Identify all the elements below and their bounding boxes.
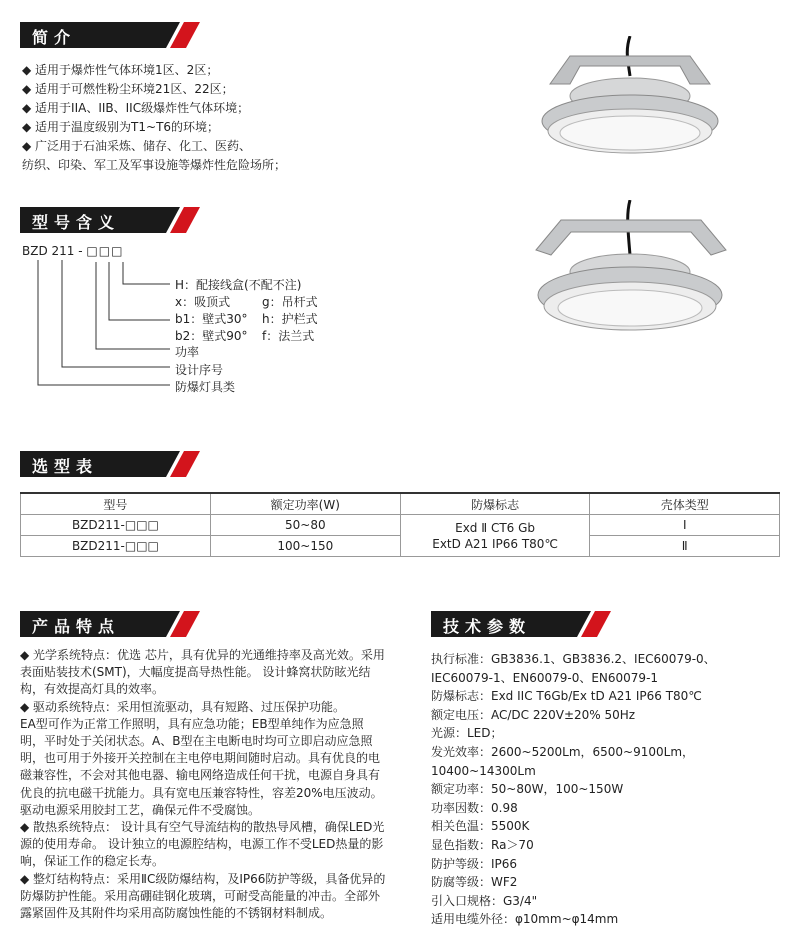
features-header <box>20 611 200 637</box>
feature-paragraph: EA型可作为正常工作照明，具有应急功能；EB型单纯作为应急照明，平时处于关闭状态。A、B型在主电断电时均可立即启动应急照明，也可用于外接开关控制在主电停电期间随时启动。具有优良的电磁兼容性，不会对其他电器、输电网络造成任何干扰，电源自身具有优良的抗电磁干扰能力。具有宽电压兼容特性，容差20%电压波动。驱动电源采用胶封工艺，确保元件不受腐蚀。 <box>20 716 383 817</box>
spec-line: 功率因数：0.98 <box>431 800 518 815</box>
cell-shell: Ⅱ <box>590 536 780 557</box>
spec-line: 防腐等级：WF2 <box>431 875 518 890</box>
selection-title: 选型表 <box>32 457 99 476</box>
table-row <box>21 536 780 557</box>
cell-model: BZD211-□□□ <box>21 536 211 557</box>
intro-title: 简介 <box>32 28 77 47</box>
spec-line: 适用电缆外径：φ10mm~φ14mm <box>431 912 619 927</box>
col-header-model: 型号 <box>21 493 211 515</box>
features-text <box>20 647 386 922</box>
intro-item: ◆ 适用于IIA、IIB、IIC级爆炸性气体环境； <box>22 101 250 115</box>
cell-shell: Ⅰ <box>590 515 780 536</box>
spec-line: 防爆标志：Exd IIC T6Gb/Ex tD A21 IP66 T80℃ <box>431 689 702 704</box>
model-power: 功率 <box>175 345 200 359</box>
model-h-line: H：配接线盒(不配不注) <box>175 278 302 292</box>
intro-item: ◆ 适用于温度级别为T1~T6的环境； <box>22 120 220 134</box>
model-option: h：护栏式 <box>262 312 318 326</box>
spec-line: 引入口规格：G3/4" <box>431 893 538 908</box>
table-row <box>21 515 780 536</box>
cell-mark <box>400 515 590 557</box>
col-header-shell: 壳体类型 <box>590 493 780 515</box>
model-serial: 设计序号 <box>175 363 224 377</box>
specs-header <box>431 611 611 637</box>
model-option: b1：壁式30° <box>175 312 248 326</box>
feature-paragraph: ◆ 驱动系统特点：采用恒流驱动，具有短路、过压保护功能。 <box>20 699 346 714</box>
intro-item: ◆ 广泛用于石油采炼、储存、化工、医药、 <box>22 139 252 153</box>
intro-item: 纺织、印染、军工及军事设施等爆炸性危险场所； <box>22 158 287 172</box>
cell-power: 100~150 <box>210 536 400 557</box>
spec-line: 显色指数：Ra＞70 <box>431 837 534 852</box>
spec-line: 光源：LED； <box>431 726 503 741</box>
spec-line: 发光效率：2600~5200Lm，6500~9100Lm，10400~14300Lm <box>431 744 695 778</box>
intro-header <box>20 22 200 48</box>
col-header-mark: 防爆标志 <box>400 493 590 515</box>
spec-line: 相关色温：5500K <box>431 819 530 834</box>
spec-line: 防护等级：IP66 <box>431 856 518 871</box>
model-option: b2：壁式90° <box>175 329 248 343</box>
model-category: 防爆灯具类 <box>175 380 236 394</box>
col-header-power: 额定功率(W) <box>210 493 400 515</box>
selection-header <box>20 451 200 477</box>
feature-paragraph: ◆ 整灯结构特点：采用ⅡC级防爆结构，及IP66防护等级，具备优异的防爆防护性能。采用高硼硅钢化玻璃，可耐受高能量的冲击。全部外露紧固件及其附件均采用高防腐蚀性能的不锈钢材料制成。 <box>20 871 386 921</box>
selection-table <box>20 492 780 557</box>
table-header-row <box>21 493 780 515</box>
model-header <box>20 207 200 233</box>
features-title: 产品特点 <box>32 617 121 636</box>
model-diagram-lines <box>30 248 175 393</box>
model-option: x：吸顶式 <box>175 295 231 309</box>
specs-title: 技术参数 <box>443 617 532 636</box>
lamp-image-bracket <box>526 200 736 340</box>
model-title: 型号含义 <box>32 213 121 232</box>
intro-item: ◆ 适用于可燃性粉尘环境21区、22区； <box>22 82 234 96</box>
spec-line: 执行标准：GB3836.1、GB3836.2、IEC60079-0、IEC60079-1、EN60079-0、EN60079-1 <box>431 652 716 685</box>
model-option: g：吊杆式 <box>262 295 318 309</box>
mark-line: Exd Ⅱ CT6 Gb <box>455 520 536 535</box>
spec-line: 额定电压：AC/DC 220V±20% 50Hz <box>431 707 636 722</box>
cell-power: 50~80 <box>210 515 400 536</box>
cell-model: BZD211-□□□ <box>21 515 211 536</box>
model-code-boxes: □□□ <box>86 244 124 258</box>
lamp-image-ceiling <box>530 36 740 166</box>
feature-paragraph: ◆ 光学系统特点：优选 芯片，具有优异的光通维持率及高光效。采用表面贴装技术(SMT)，大幅度提高导热性能。 设计蜂窝状防眩光结构，有效提高灯具的效率。 <box>20 648 385 697</box>
model-option: f：法兰式 <box>262 329 315 343</box>
intro-item: ◆ 适用于爆炸性气体环境1区、2区； <box>22 63 219 77</box>
feature-paragraph: ◆ 散热系统特点： 设计具有空气导流结构的散热导风槽，确保LED光源的使用寿命。 设计独立的电源腔结构，电源工作不受LED热量的影响，保证工作的稳定长寿。 <box>20 820 385 869</box>
spec-line: 额定功率：50~80W，100~150W <box>431 782 624 797</box>
mark-line: ExtD A21 IP66 T80℃ <box>432 536 558 551</box>
specs-text <box>431 650 776 929</box>
model-code-prefix: BZD 211 - <box>22 244 83 258</box>
